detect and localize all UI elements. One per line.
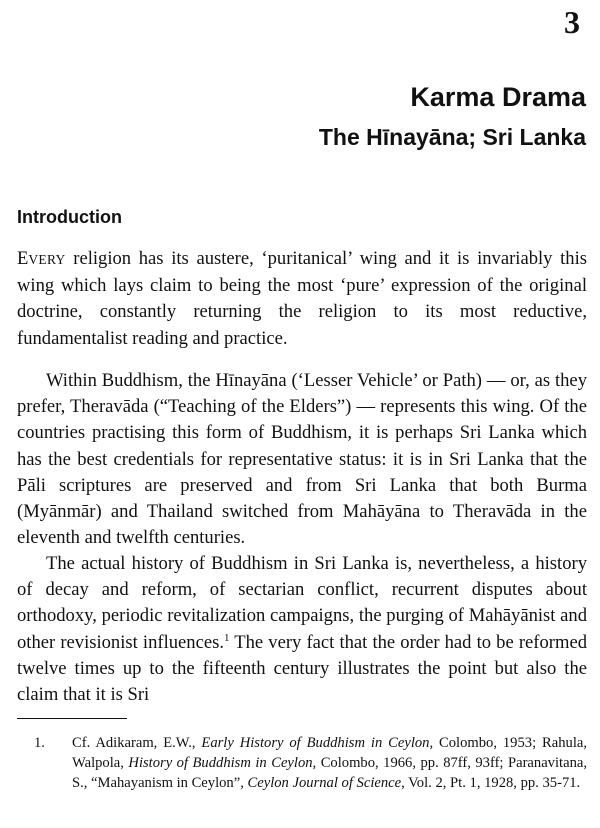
chapter-number: 3 [564,4,580,40]
paragraph-1 [17,246,587,352]
footnote-divider [17,718,127,719]
chapter-title: Karma Drama [410,82,586,112]
smallcaps-rest: VERY [28,252,66,267]
paragraph-1-text: religion has its austere, ‘puritanical’ wing and it is invariably this wing which lays claim to being the most ‘pure’ expression of the original doctrine, constantly returning the religion to its most reductive, fundamentalist reading and practice. [17,248,587,349]
paragraph-3-text-a: The actual history of Buddhism in Sri Lanka is, nevertheless, a history of decay and reform, of sectarian conflict, recurrent disputes about orthodoxy, periodic revitalization campaigns, the purging of Mahāyānist and other revisionist influences. [17,553,587,653]
footnote-title-1: Early History of Buddhism in Ceylon, [201,735,434,751]
chapter-subtitle: The Hīnayāna; Sri Lanka [318,124,586,150]
footnote-text-4: Vol. 2, Pt. 1, 1928, pp. 35-71. [404,775,581,791]
footnote-text [72,733,587,793]
footnote-title-2: History of Buddhism in Ceylon, [128,755,317,771]
footnote-text-2: Colombo, 1953; Rahula, Walpola, [72,735,587,771]
smallcaps-initial: E [17,248,29,269]
footnote-text-3: Colombo, 1966, pp. 87ff, 93ff; Paranavitana, S., “Mahayanism in Ceylon”, [72,755,587,791]
paragraph-3 [17,551,587,708]
footnote-number: 1. [34,735,45,751]
paragraph-3-text-b: The very fact that the order had to be reformed twelve times up to the fifteenth century illustrates the point but also the claim that it is Sri [17,631,587,706]
paragraph-2: Within Buddhism, the Hīnayāna (‘Lesser Vehicle’ or Path) — or, as they prefer, Theravāda (“Teaching of the Elders”) — represents this wing. Of the countries practising this form of Buddhism, it is perhaps Sri Lanka which has the best credentials for representative status: it is in Sri Lanka that the Pāli scriptures are preserved and from Sri Lanka that both Burma (Myānmār) and Thailand switched from Mahāyāna to Theravāda in the eleventh and twelfth centuries. [17,370,587,549]
footnote-title-3: Ceylon Journal of Science, [247,775,405,791]
footnote-reference[interactable]: 1 [223,631,230,644]
section-heading: Introduction [17,207,122,227]
footnote-text-1: Cf. Adikaram, E.W., [72,735,202,751]
